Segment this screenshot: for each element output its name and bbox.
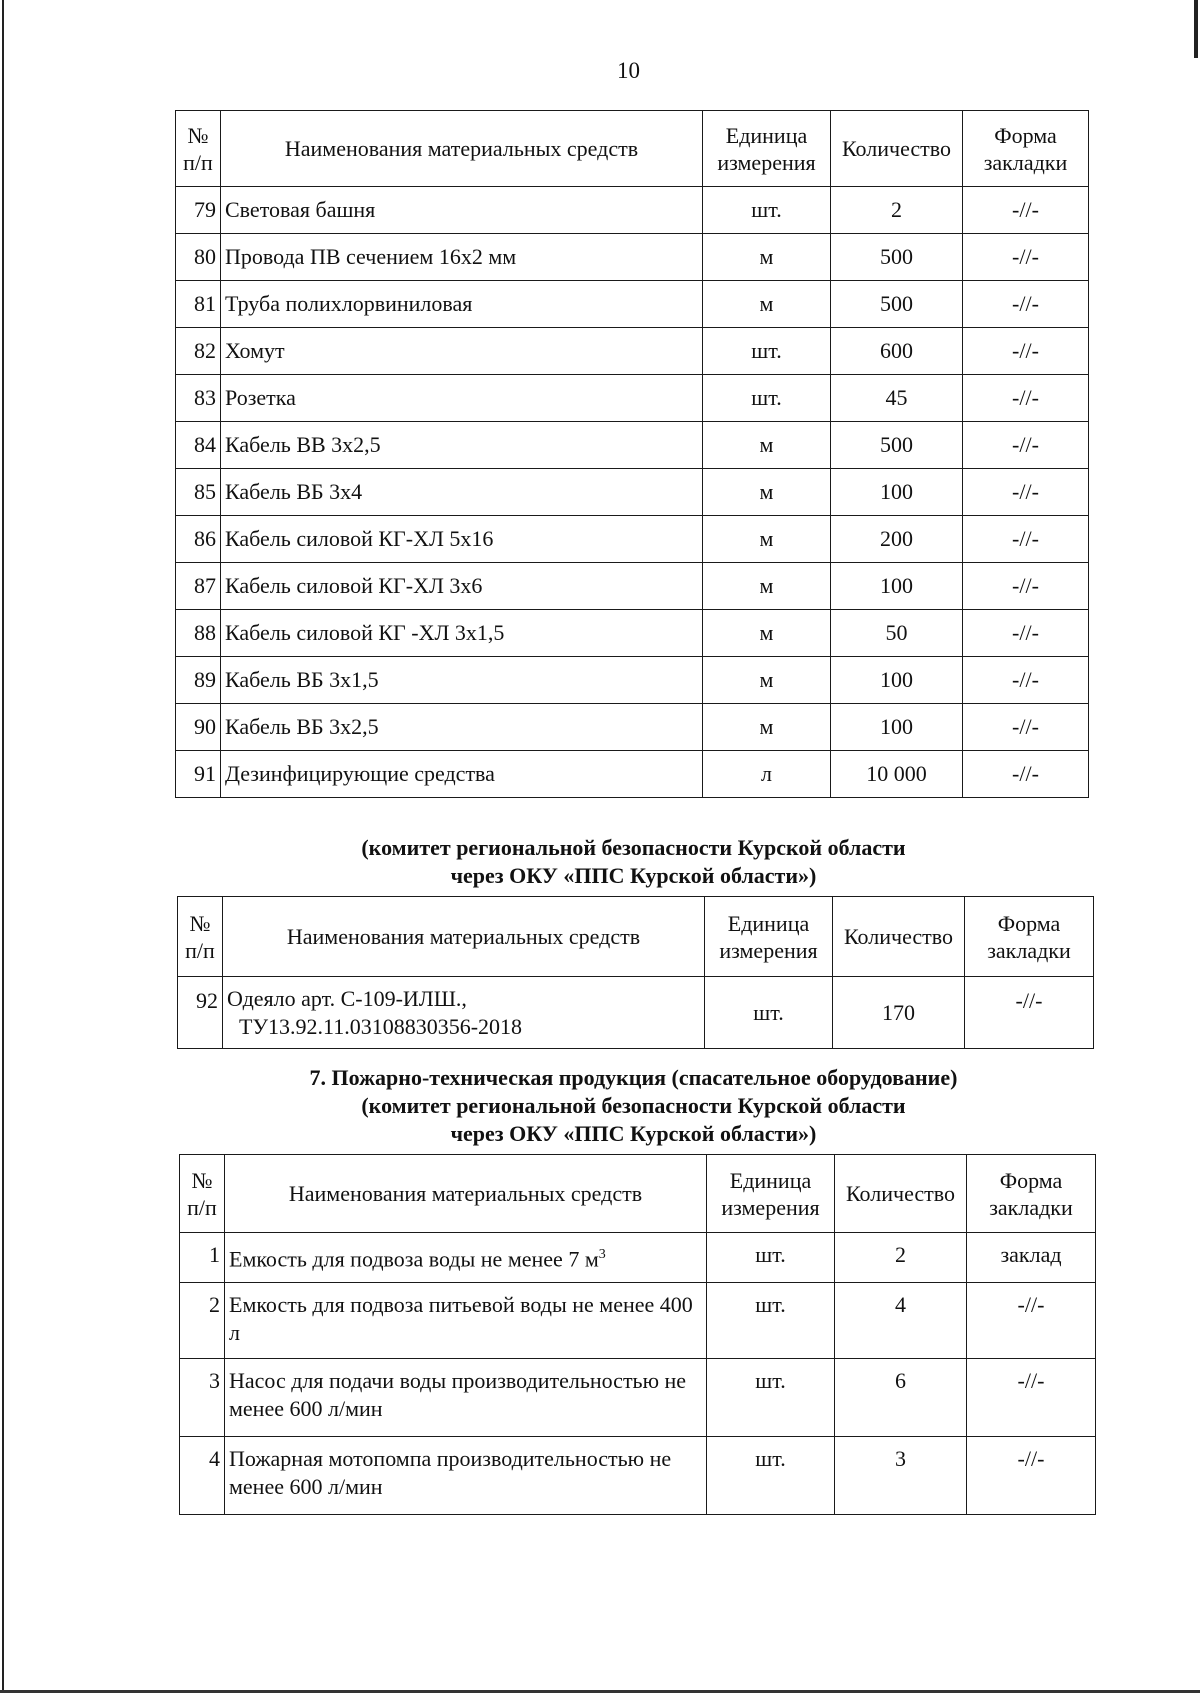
row-name: Кабель ВБ 3х4 — [221, 469, 703, 516]
row-name: Хомут — [221, 328, 703, 375]
row-form: -//- — [963, 469, 1089, 516]
row-unit: шт. — [703, 328, 831, 375]
table-row — [176, 610, 1089, 657]
row-name: Кабель силовой КГ -ХЛ 3х1,5 — [221, 610, 703, 657]
table-row — [176, 375, 1089, 422]
row-num: 3 — [180, 1359, 225, 1437]
row-num: 88 — [176, 610, 221, 657]
row-unit: шт. — [703, 187, 831, 234]
row-unit: шт. — [705, 977, 833, 1049]
row-qty: 100 — [831, 704, 963, 751]
table-header-row — [176, 111, 1089, 187]
row-form: -//- — [963, 187, 1089, 234]
header-name: Наименования материальных средств — [221, 111, 703, 187]
table-header-row — [180, 1155, 1096, 1233]
table-row — [176, 187, 1089, 234]
row-name-sup: 3 — [598, 1247, 606, 1262]
row-num: 85 — [176, 469, 221, 516]
row-form: -//- — [963, 516, 1089, 563]
section-3-title-line1: 7. Пожарно-техническая продукция (спасательное оборудование) — [309, 1065, 958, 1090]
row-name: Кабель ВБ 3х1,5 — [221, 657, 703, 704]
row-name: Провода ПВ сечением 16х2 мм — [221, 234, 703, 281]
row-num: 84 — [176, 422, 221, 469]
table-row — [176, 328, 1089, 375]
table-row — [176, 751, 1089, 798]
row-unit: шт. — [703, 375, 831, 422]
row-form: -//- — [963, 704, 1089, 751]
row-form: -//- — [963, 234, 1089, 281]
row-num: 80 — [176, 234, 221, 281]
row-form: -//- — [963, 563, 1089, 610]
row-name — [223, 977, 705, 1049]
row-name: Пожарная мотопомпа производительностью не менее 600 л/мин — [225, 1437, 707, 1515]
row-num: 83 — [176, 375, 221, 422]
row-num: 1 — [180, 1233, 225, 1283]
row-qty: 3 — [835, 1437, 967, 1515]
row-num: 86 — [176, 516, 221, 563]
row-qty: 500 — [831, 234, 963, 281]
row-name: Розетка — [221, 375, 703, 422]
row-num: 91 — [176, 751, 221, 798]
row-form: -//- — [967, 1359, 1096, 1437]
header-unit: Единица измерения — [705, 897, 833, 977]
section-3-title-line3: через ОКУ «ППС Курской области») — [450, 1121, 817, 1146]
section-2-title — [0, 834, 1200, 890]
table-row — [180, 1359, 1096, 1437]
row-qty: 45 — [831, 375, 963, 422]
table-row — [176, 563, 1089, 610]
row-form: -//- — [963, 281, 1089, 328]
row-unit: шт. — [707, 1359, 835, 1437]
header-form: Форма закладки — [963, 111, 1089, 187]
row-qty: 2 — [831, 187, 963, 234]
row-unit: шт. — [707, 1233, 835, 1283]
row-form: -//- — [963, 328, 1089, 375]
row-unit: м — [703, 281, 831, 328]
row-form: -//- — [963, 375, 1089, 422]
row-form: -//- — [963, 657, 1089, 704]
header-qty: Количество — [835, 1155, 967, 1233]
header-name: Наименования материальных средств — [223, 897, 705, 977]
row-form: -//- — [967, 1283, 1096, 1359]
row-name: Насос для подачи воды производительностью не менее 600 л/мин — [225, 1359, 707, 1437]
row-num: 4 — [180, 1437, 225, 1515]
table-row — [178, 977, 1094, 1049]
row-name: Дезинфицирующие средства — [221, 751, 703, 798]
row-qty: 2 — [835, 1233, 967, 1283]
page-number: 10 — [617, 58, 640, 83]
table-row — [176, 704, 1089, 751]
row-num: 90 — [176, 704, 221, 751]
row-num: 2 — [180, 1283, 225, 1359]
table-header-row — [178, 897, 1094, 977]
row-form: -//- — [963, 422, 1089, 469]
row-unit: шт. — [707, 1437, 835, 1515]
row-qty: 500 — [831, 422, 963, 469]
header-unit: Единица измерения — [703, 111, 831, 187]
row-qty: 6 — [835, 1359, 967, 1437]
table-row — [180, 1233, 1096, 1283]
header-num: № п/п — [180, 1155, 225, 1233]
row-num: 79 — [176, 187, 221, 234]
row-form: заклад — [967, 1233, 1096, 1283]
row-qty: 170 — [833, 977, 965, 1049]
header-form: Форма закладки — [967, 1155, 1096, 1233]
table-row — [180, 1437, 1096, 1515]
row-name-text: Емкость для подвоза воды не менее 7 м — [229, 1246, 599, 1272]
header-qty: Количество — [833, 897, 965, 977]
section-3-title — [0, 1064, 1200, 1148]
row-name: Кабель ВБ 3х2,5 — [221, 704, 703, 751]
section-2-title-line2: через ОКУ «ППС Курской области») — [450, 863, 817, 888]
row-unit: м — [703, 422, 831, 469]
row-name — [225, 1233, 707, 1283]
row-num: 89 — [176, 657, 221, 704]
table-row — [176, 234, 1089, 281]
row-name: Световая башня — [221, 187, 703, 234]
row-qty: 500 — [831, 281, 963, 328]
header-name: Наименования материальных средств — [225, 1155, 707, 1233]
row-qty: 100 — [831, 563, 963, 610]
row-unit: м — [703, 610, 831, 657]
table-row — [176, 516, 1089, 563]
row-form: -//- — [963, 610, 1089, 657]
row-name: Кабель силовой КГ-ХЛ 3х6 — [221, 563, 703, 610]
row-name-line2: ТУ13.92.11.03108830356-2018 — [239, 1013, 523, 1039]
section-3-title-line2: (комитет региональной безопасности Курской области — [361, 1093, 906, 1118]
header-qty: Количество — [831, 111, 963, 187]
row-qty: 10 000 — [831, 751, 963, 798]
row-qty: 100 — [831, 469, 963, 516]
row-form: -//- — [963, 751, 1089, 798]
row-unit: м — [703, 657, 831, 704]
table-row — [180, 1283, 1096, 1359]
row-unit: л — [703, 751, 831, 798]
row-num: 92 — [178, 977, 223, 1049]
row-qty: 100 — [831, 657, 963, 704]
header-form: Форма закладки — [965, 897, 1094, 977]
row-name-line1: Одеяло арт. С-109-ИЛШ., — [227, 985, 467, 1011]
row-num: 82 — [176, 328, 221, 375]
row-num: 81 — [176, 281, 221, 328]
row-name: Кабель силовой КГ-ХЛ 5х16 — [221, 516, 703, 563]
table-row — [176, 422, 1089, 469]
materials-table-2 — [177, 896, 1094, 1049]
row-qty: 600 — [831, 328, 963, 375]
row-num: 87 — [176, 563, 221, 610]
section-2-title-line1: (комитет региональной безопасности Курской области — [361, 835, 906, 860]
row-qty: 50 — [831, 610, 963, 657]
row-unit: м — [703, 563, 831, 610]
row-form: -//- — [965, 977, 1094, 1049]
row-unit: шт. — [707, 1283, 835, 1359]
table-row — [176, 281, 1089, 328]
row-name: Кабель ВВ 3х2,5 — [221, 422, 703, 469]
header-unit: Единица измерения — [707, 1155, 835, 1233]
table-row — [176, 469, 1089, 516]
header-num: № п/п — [178, 897, 223, 977]
row-unit: м — [703, 704, 831, 751]
row-form: -//- — [967, 1437, 1096, 1515]
table-row — [176, 657, 1089, 704]
row-unit: м — [703, 469, 831, 516]
row-unit: м — [703, 516, 831, 563]
materials-table-1 — [175, 110, 1089, 798]
row-qty: 200 — [831, 516, 963, 563]
row-unit: м — [703, 234, 831, 281]
rescue-equipment-table — [179, 1154, 1096, 1515]
row-name: Труба полихлорвиниловая — [221, 281, 703, 328]
scan-edge-right — [1194, 0, 1198, 58]
row-qty: 4 — [835, 1283, 967, 1359]
row-name: Емкость для подвоза питьевой воды не менее 400 л — [225, 1283, 707, 1359]
header-num: № п/п — [176, 111, 221, 187]
